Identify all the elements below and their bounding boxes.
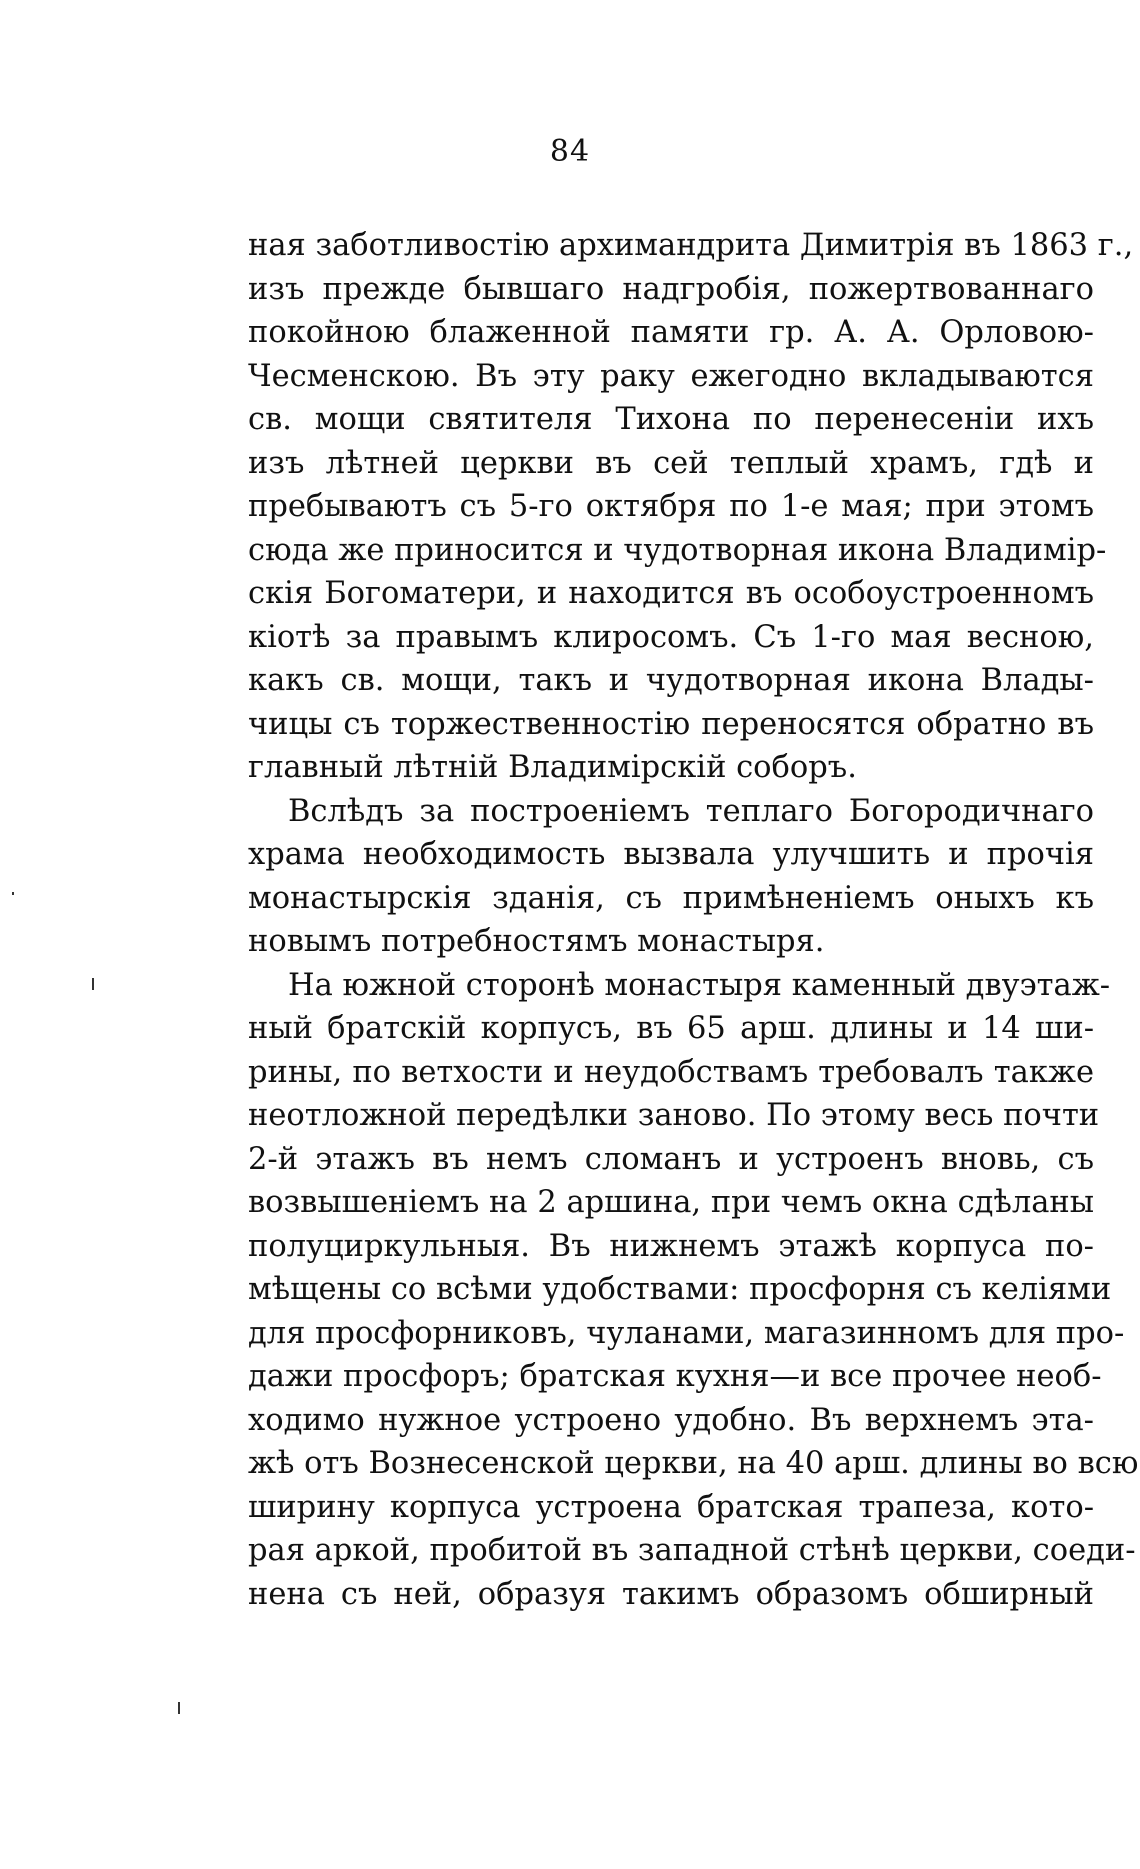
scan-speck	[178, 1702, 180, 1714]
text-line: нена съ ней, образуя такимъ образомъ обширный	[248, 1576, 1094, 1612]
body-text	[248, 224, 1139, 1616]
text-line: для просфорниковъ, чуланами, магазинномъ для про-	[248, 1315, 1125, 1351]
text-line: На южной сторонѣ монастыря каменный двуэтаж-	[288, 967, 1111, 1003]
paragraph-1	[248, 224, 1134, 790]
text-line: храма необходимость вызвала улучшить и прочія	[248, 837, 1094, 872]
text-line: жѣ отъ Вознесенской церкви, на 40 арш. длины во всю	[248, 1446, 1139, 1481]
text-line: скія Богоматери, и находится въ особоустроенномъ	[248, 576, 1094, 611]
text-line: ширину корпуса устроена братская трапеза, кото-	[248, 1489, 1094, 1525]
text-line: Вслѣдъ за построеніемъ теплаго Богородичнаго	[288, 793, 1094, 829]
text-line: рая аркой, пробитой въ западной стѣнѣ церкви, соеди-	[248, 1533, 1136, 1568]
paragraph-2	[248, 790, 1094, 964]
text-line: 2-й этажъ въ немъ сломанъ и устроенъ вновь, съ	[248, 1141, 1094, 1177]
paragraph-3	[248, 964, 1139, 1617]
scan-speck	[92, 978, 94, 990]
text-line: ный братскій корпусъ, въ 65 арш. длины и 14 ши-	[248, 1011, 1094, 1046]
text-line: ная заботливостію архимандрита Димитрія въ 1863 г.,	[248, 228, 1134, 263]
scan-speck	[12, 892, 14, 895]
text-line: сюда же приносится и чудотворная икона Владимір-	[248, 532, 1107, 568]
text-line: пребываютъ съ 5-го октября по 1-е мая; при этомъ	[248, 489, 1094, 524]
text-line: возвышеніемъ на 2 аршина, при чемъ окна сдѣланы	[248, 1185, 1094, 1220]
text-line: неотложной передѣлки заново. По этому весь почти	[248, 1098, 1100, 1133]
text-line: монастырскія зданія, съ примѣненіемъ оныхъ къ	[248, 880, 1094, 916]
text-line: св. мощи святителя Тихона по перенесеніи ихъ	[248, 402, 1094, 437]
text-line: изъ прежде бывшаго надгробія, пожертвованнаго	[248, 271, 1094, 307]
text-line: дажи просфоръ; братская кухня—и все прочее необ-	[248, 1359, 1102, 1394]
text-line: ходимо нужное устроено удобно. Въ верхнемъ эта-	[248, 1402, 1094, 1438]
text-line: покойною блаженной памяти гр. А. А. Орловою-	[248, 315, 1094, 350]
text-line: какъ св. мощи, такъ и чудотворная икона Влады-	[248, 663, 1094, 698]
text-line: мѣщены со всѣми удобствами: просфорня съ келіями	[248, 1272, 1112, 1307]
text-line: полуциркульныя. Въ нижнемъ этажѣ корпуса по-	[248, 1228, 1094, 1264]
text-line: новымъ потребностямъ монастыря.	[248, 924, 825, 959]
page-number: 84	[549, 134, 591, 169]
text-line: кіотѣ за правымъ клиросомъ. Съ 1-го мая весною,	[248, 619, 1094, 655]
text-line: изъ лѣтней церкви въ сей теплый храмъ, гдѣ и	[248, 445, 1094, 481]
text-line: рины, по ветхости и неудобствамъ требовалъ также	[248, 1054, 1094, 1090]
text-line: Чесменскою. Въ эту раку ежегодно вкладываются	[248, 358, 1094, 394]
text-line: чицы съ торжественностію переносятся обратно въ	[248, 706, 1094, 742]
text-line: главный лѣтній Владимірскій соборъ.	[248, 750, 857, 785]
